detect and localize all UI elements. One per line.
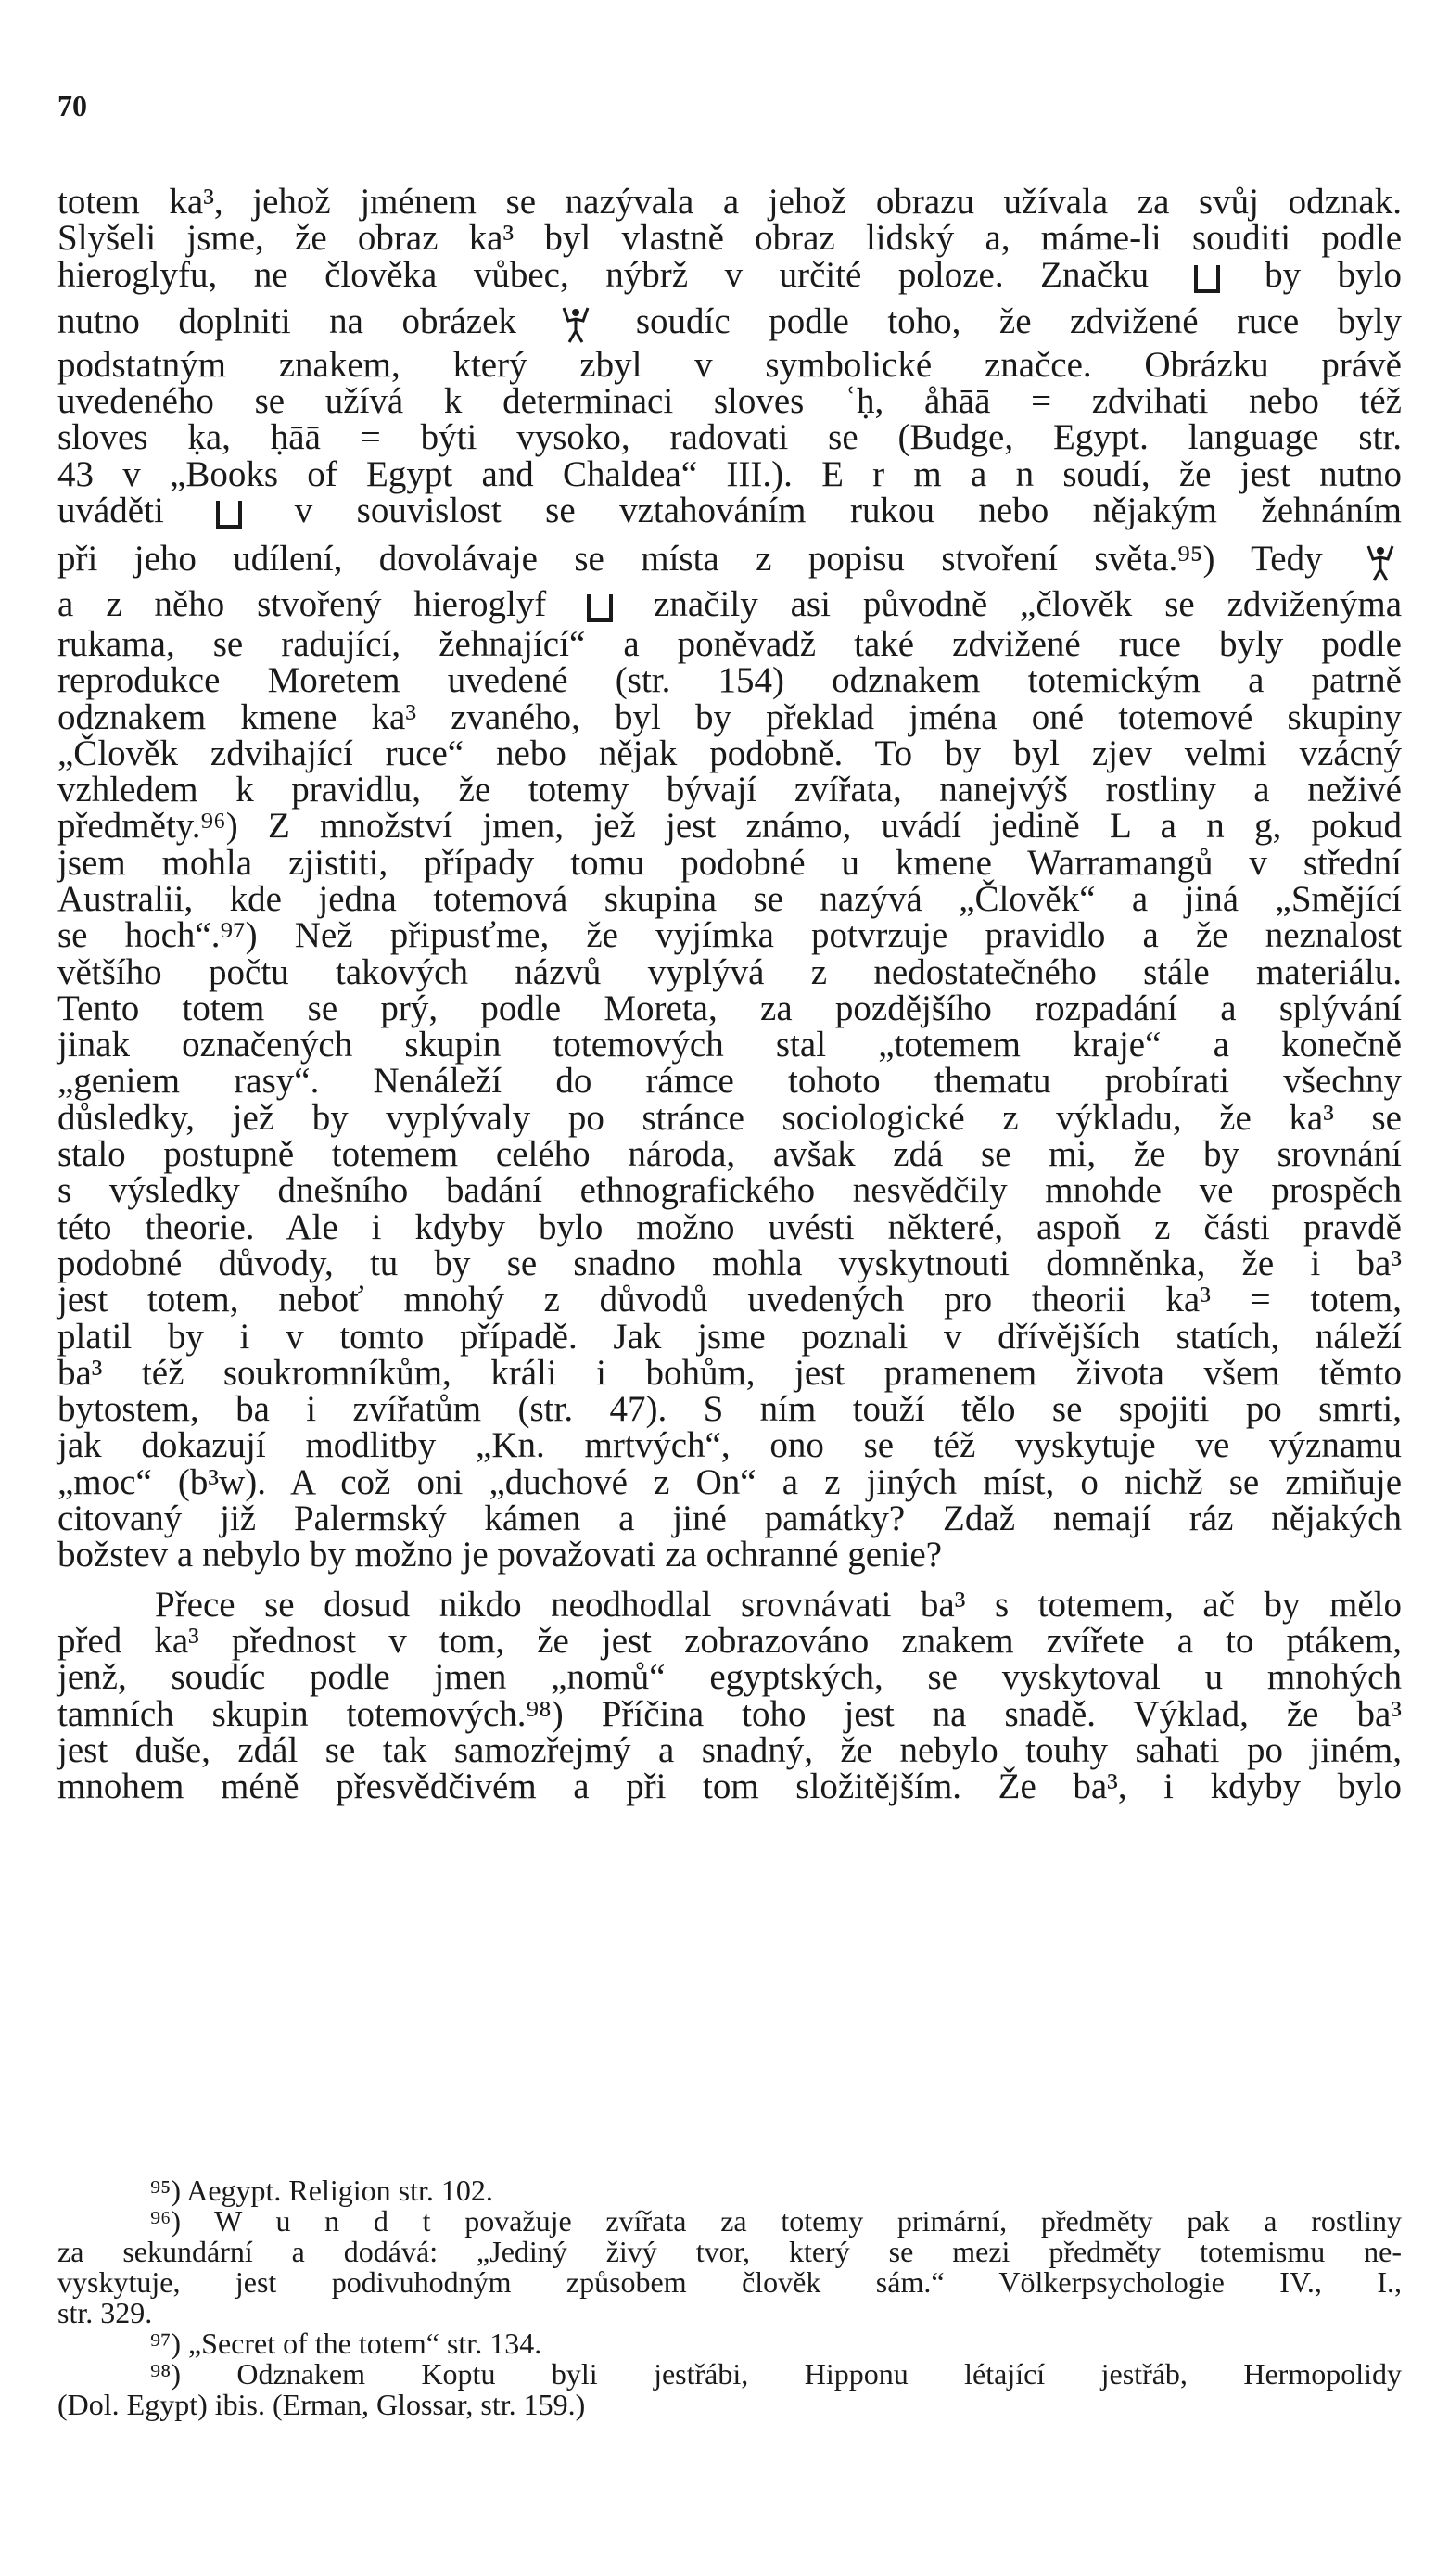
footnote-96-continued: za sekundární a dodává: „Jediný živý tvor, který se mezi předměty totemismu ne- — [57, 2235, 1402, 2268]
text-line: stalo postupně totemem celého národa, avšak zdá se mi, že by srovnání — [57, 1134, 1402, 1175]
text-line: božstev a nebylo by možno je považovati za ochranné genie? — [57, 1535, 943, 1575]
page-number: 70 — [57, 89, 87, 122]
text-line: Slyšeli jsme, že obraz ka³ byl vlastně obraz lidský a, máme-li souditi podle — [57, 218, 1402, 259]
text-line: mnohem méně přesvědčivém a při tom složitějším. Že ba³, i kdyby bylo — [57, 1766, 1402, 1807]
text-line: jsem mohla zjistiti, případy tomu podobné u kmene Warramangů v střední — [57, 842, 1402, 883]
text-line: většího počtu takových názvů vyplývá z nedostatečného stále materiálu. — [57, 951, 1402, 992]
text-line — [57, 532, 1402, 586]
text-fragment: uváděti — [57, 490, 164, 530]
text-line: platil by i v tomto případě. Jak jsme poznali v dřívějších statích, náleží — [57, 1316, 1402, 1357]
text-fragment: při jeho udílení, dovolávaje se místa z popisu stvoření světa.⁹⁵) Tedy — [57, 538, 1323, 579]
text-line: odznakem kmene ka³ zvaného, byl by překlad jména oné totemové skupiny — [57, 696, 1402, 737]
text-line: s výsledky dnešního badání ethnografického nesvědčily mnohde ve prospěch — [57, 1170, 1402, 1211]
footnote-98: ⁹⁸) Odznakem Koptu byli jestřábi, Hipponu létající jestřáb, Hermopolidy — [150, 2357, 1402, 2391]
text-line: Tento totem se prý, podle Moreta, za pozdějšího rozpadání a splývání — [57, 988, 1402, 1028]
text-line: „moc“ (b³w). A což oni „duchové z On“ a z jiných míst, o nichž se zmiňuje — [57, 1461, 1402, 1502]
text-line — [57, 583, 1403, 626]
text-line: sloves ḳa, ḥāā = býti vysoko, radovati se (Budge, Egypt. language str. — [57, 417, 1402, 458]
text-line: jak dokazují modlitby „Kn. mrtvých“, ono se též vyskytuje ve významu — [57, 1425, 1402, 1466]
ka-arms-icon — [213, 495, 245, 532]
footnote-98-continued: (Dol. Egypt) ibis. (Erman, Glossar, str. 159.) — [57, 2388, 586, 2421]
paragraph-2 — [57, 1584, 1402, 1807]
footnote-96-continued: vyskytuje, jest podivuhodným způsobem člověk sám.“ Völkerpsychologie IV., I., — [57, 2265, 1402, 2299]
text-line: důsledky, jež by vyplývaly po stránce sociologické z výkladu, že ka³ se — [57, 1097, 1402, 1138]
text-line — [57, 297, 1402, 347]
text-line: před ka³ přednost v tom, že jest zobrazováno znakem zvířete a to ptákem, — [57, 1620, 1402, 1661]
text-line: podstatným znakem, který zbyl v symbolické značce. Obrázku právě — [57, 344, 1402, 385]
footnote-95: ⁹⁵) Aegypt. Religion str. 102. — [150, 2174, 493, 2207]
text-line: podobné důvody, tu by se snadno mohla vyskytnouti domněnka, že i ba³ — [57, 1243, 1402, 1283]
text-line: 43 v „Books of Egypt and Chaldea“ III.). E r m a n soudí, že jest nutno — [57, 453, 1402, 494]
text-line: vzhledem k pravidlu, že totemy bývají zvířata, nanejvýš rostliny a neživé — [57, 770, 1402, 810]
footnotes — [57, 2175, 1402, 2420]
text-line: jinak označených skupin totemových stal „totemem kraje“ a konečně — [57, 1025, 1402, 1065]
text-line: uvedeného se užívá k determinaci sloves ʿḥ, åhāā = zdvihati nebo též — [57, 380, 1402, 421]
raised-arms-man-icon — [560, 306, 591, 343]
text-line: tamních skupin totemových.⁹⁸) Příčina toho jest na snadě. Výklad, že ba³ — [57, 1693, 1402, 1734]
text-fragment: by bylo — [1265, 254, 1403, 295]
text-line: reprodukce Moretem uvedené (str. 154) odznakem totemickým a patrně — [57, 660, 1402, 701]
text-line: jest duše, zdál se tak samozřejmý a snadný, že nebylo touhy sahati po jiném, — [57, 1729, 1402, 1770]
text-line: Přece se dosud nikdo neodhodlal srovnávati ba³ s totemem, ač by mělo — [155, 1584, 1402, 1625]
text-fragment: v souvislost se vztahováním rukou nebo nějakým žehnáním — [294, 490, 1403, 530]
text-line: Australii, kde jedna totemová skupina se nazývá „Člověk“ a jiná „Smějící — [57, 879, 1402, 919]
text-fragment: nutno doplniti na obrázek — [57, 300, 516, 341]
text-line: jenž, soudíc podle jmen „nomů“ egyptských, se vyskytoval u mnohých — [57, 1657, 1402, 1698]
text-line: rukama, se radující, žehnající“ a poněvadž také zdvižené ruce byly podle — [57, 623, 1402, 664]
text-line: bytostem, ba i zvířatům (str. 47). S ním touží tělo se spojiti po smrti, — [57, 1389, 1402, 1430]
text-line: této theorie. Ale i kdyby bylo možno uvésti některé, aspoň z části pravdě — [57, 1206, 1402, 1247]
text-line: „Člověk zdvihající ruce“ nebo nějak podobně. To by byl zjev velmi vzácný — [57, 733, 1402, 773]
text-line — [57, 254, 1403, 297]
raised-arms-man-icon — [1365, 543, 1396, 580]
text-line: se hoch“.⁹⁷) Než připusťme, že vyjímka potvrzuje pravidlo a že neznalost — [57, 915, 1402, 956]
text-line: jest totem, neboť mnohý z důvodů uvedených pro theorii ka³ = totem, — [57, 1280, 1402, 1320]
text-line: citovaný již Palermský kámen a jiné památky? Zdaž nemají ráz nějakých — [57, 1498, 1402, 1539]
footnote-97: ⁹⁷) „Secret of the totem“ str. 134. — [150, 2327, 542, 2360]
footnote-96-continued: str. 329. — [57, 2296, 153, 2329]
ka-arms-icon — [584, 589, 616, 626]
text-line: „geniem rasy“. Nenáleží do rámce tohoto thematu probírati všechny — [57, 1061, 1402, 1102]
text-line: totem ka³, jehož jménem se nazývala a jehož obrazu užívala za svůj odznak. — [57, 182, 1402, 222]
body-text — [57, 182, 1403, 1807]
text-fragment: značily asi původně „člověk se zdviženýma — [654, 583, 1403, 624]
text-fragment: a z něho stvořený hieroglyf — [57, 583, 547, 624]
footnote-96: ⁹⁶) W u n d t považuje zvířata za totemy primární, předměty pak a rostliny — [150, 2204, 1402, 2238]
text-line: ba³ též soukromníkům, králi i bohům, jest pramenem života všem těmto — [57, 1352, 1402, 1393]
ka-arms-icon — [1191, 260, 1223, 297]
text-fragment: soudíc podle toho, že zdvižené ruce byly — [635, 300, 1403, 341]
text-line: předměty.⁹⁶) Z množství jmen, jež jest známo, uvádí jedině L a n g, pokud — [57, 806, 1402, 847]
paragraph-1 — [57, 184, 1402, 1574]
text-line — [57, 492, 1402, 532]
text-fragment: hieroglyfu, ne člověka vůbec, nýbrž v určité poloze. Značku — [57, 254, 1150, 295]
